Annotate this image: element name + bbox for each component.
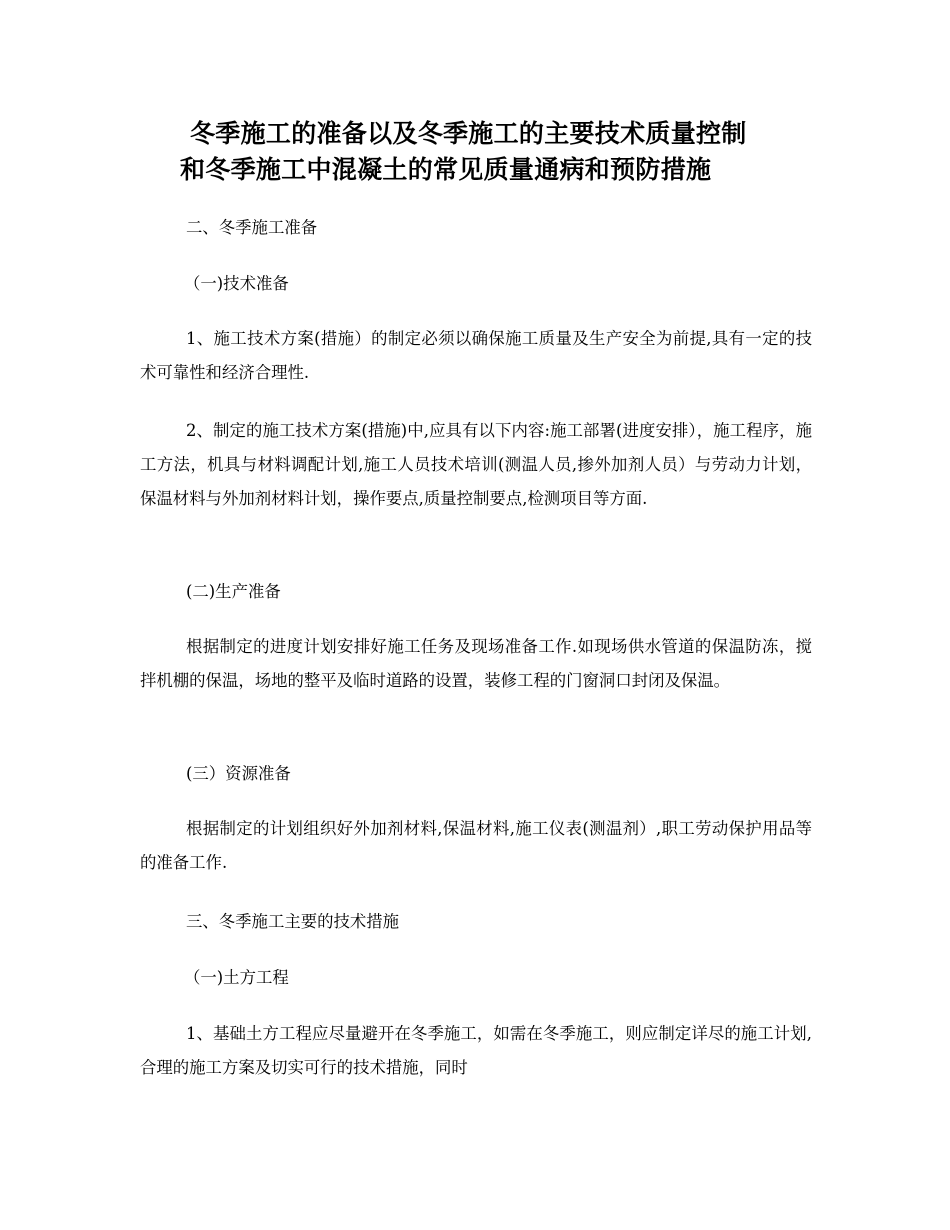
- title-line-2: 和冬季施工中混凝土的常见质量通病和预防措施: [180, 155, 712, 184]
- subsection-heading-resource-preparation: (三）资源准备: [186, 764, 291, 783]
- document-title: [140, 116, 820, 188]
- paragraph-resource-preparation: 根据制定的计划组织好外加剂材料,保温材料,施工仪表(测温剂）,职工劳动保护用品等的准备工作.: [140, 819, 812, 872]
- paragraph-plan-contents: 2、制定的施工技术方案(措施)中,应具有以下内容:施工部署(进度安排），施工程序，施工方法，机具与材料调配计划,施工人员技术培训(测温人员,掺外加剂人员）与劳动力计划，保温材料与外加剂材料计划，操作要点,质量控制要点,检测项目等方面.: [140, 421, 812, 508]
- section-heading-technical-measures: 三、冬季施工主要的技术措施: [186, 912, 400, 931]
- subsection-heading-earthwork: （一)土方工程: [184, 968, 289, 987]
- subsection-heading-technical-preparation: （一)技术准备: [184, 274, 289, 293]
- subsection-heading-production-preparation: (二)生产准备: [186, 582, 281, 601]
- paragraph-production-preparation: 根据制定的进度计划安排好施工任务及现场准备工作.如现场供水管道的保温防冻，搅拌机棚的保温，场地的整平及临时道路的设置，装修工程的门窗洞口封闭及保温。: [140, 637, 812, 690]
- section-heading-winter-preparation: 二、冬季施工准备: [186, 218, 318, 237]
- paragraph-technical-plan: 1、施工技术方案(措施）的制定必须以确保施工质量及生产安全为前提,具有一定的技术可靠性和经济合理性.: [140, 329, 812, 382]
- title-line-1: 冬季施工的准备以及冬季施工的主要技术质量控制: [190, 119, 747, 148]
- paragraph-earthwork: 1、基础土方工程应尽量避开在冬季施工，如需在冬季施工，则应制定详尽的施工计划,合理的施工方案及切实可行的技术措施，同时: [140, 1024, 812, 1077]
